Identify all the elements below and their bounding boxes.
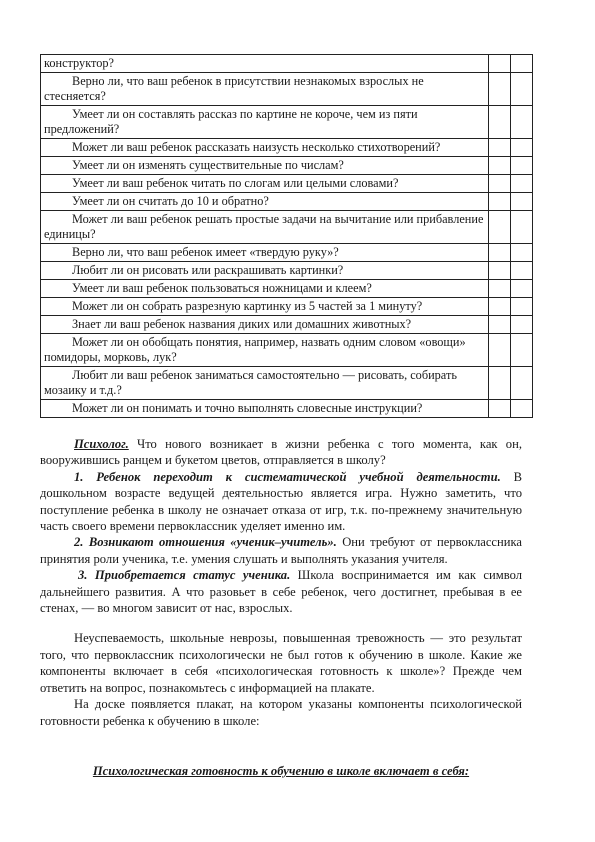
answer-cell[interactable] (511, 73, 533, 106)
question-text: Умеет ли ваш ребенок пользоваться ножницами и клеем? (41, 280, 489, 298)
question-text: Любит ли он рисовать или раскрашивать картинки? (41, 262, 489, 280)
question-text: Знает ли ваш ребенок названия диких или домашних животных? (41, 316, 489, 334)
question-row (41, 55, 533, 73)
paragraph-unreadiness: Неуспеваемость, школьные неврозы, повышенная тревожность — это результат того, что первоклассник психологически не был готов к обучению в школе. Какие же компоненты включает в себя «психологическая готовность к школе»? Прежде чем ответить на вопрос, познакомьтесь с информацией на плакате. (40, 631, 522, 695)
question-row (41, 157, 533, 175)
questionnaire-table (40, 54, 533, 418)
answer-cell[interactable] (511, 211, 533, 244)
answer-cell[interactable] (511, 106, 533, 139)
question-row (41, 211, 533, 244)
question-text: Может ли он обобщать понятия, например, назвать одним словом «овощи» помидоры, морковь, лук? (41, 334, 489, 367)
answer-cell[interactable] (511, 367, 533, 400)
answer-cell[interactable] (489, 334, 511, 367)
question-row (41, 139, 533, 157)
point-2-title: 2. Возникают отношения «ученик–учитель». (74, 535, 337, 550)
answer-cell[interactable] (489, 280, 511, 298)
question-text: конструктор? (41, 55, 489, 73)
answer-cell[interactable] (489, 400, 511, 418)
question-row (41, 175, 533, 193)
question-row (41, 367, 533, 400)
answer-cell[interactable] (511, 334, 533, 367)
answer-cell[interactable] (511, 280, 533, 298)
answer-cell[interactable] (489, 73, 511, 106)
question-text: Может ли он собрать разрезную картинку из 5 частей за 1 минуту? (41, 298, 489, 316)
point-3-paragraph (40, 567, 522, 616)
answer-cell[interactable] (489, 316, 511, 334)
question-text: Любит ли ваш ребенок заниматься самостоятельно — рисовать, собирать мозаику и т.д.? (41, 367, 489, 400)
section-heading: Психологическая готовность к обучению в школе включает в себя: (92, 764, 470, 778)
question-row (41, 298, 533, 316)
question-row (41, 280, 533, 298)
point-1-text: В дошкольном возрасте ведущей деятельностью является игра. Нужно заметить, что поступление ребенка в школу не означает отказа от игр, т.к. по-прежнему значительную часть своего времени первоклассник уделяет именно им. (40, 469, 522, 534)
answer-cell[interactable] (511, 139, 533, 157)
answer-cell[interactable] (511, 298, 533, 316)
answer-cell[interactable] (489, 139, 511, 157)
question-text: Верно ли, что ваш ребенок в присутствии незнакомых взрослых не стесняется? (41, 73, 489, 106)
question-row (41, 334, 533, 367)
question-row (41, 400, 533, 418)
answer-cell[interactable] (489, 367, 511, 400)
questionnaire-body (41, 55, 533, 418)
answer-cell[interactable] (489, 157, 511, 175)
question-row (41, 106, 533, 139)
answer-cell[interactable] (489, 106, 511, 139)
answer-cell[interactable] (511, 55, 533, 73)
question-text: Может ли ваш ребенок решать простые задачи на вычитание или прибавление единицы? (41, 211, 489, 244)
answer-cell[interactable] (489, 193, 511, 211)
question-text: Может ли ваш ребенок рассказать наизусть несколько стихотворений? (41, 139, 489, 157)
answer-cell[interactable] (489, 211, 511, 244)
answer-cell[interactable] (511, 157, 533, 175)
answer-cell[interactable] (489, 175, 511, 193)
answer-cell[interactable] (511, 316, 533, 334)
question-text: Умеет ли ваш ребенок читать по слогам или целыми словами? (41, 175, 489, 193)
answer-cell[interactable] (511, 244, 533, 262)
psychologist-text: Что нового возникает в жизни ребенка с того момента, как он, вооружившись ранцем и букетом цветов, отправляется в школу? (40, 437, 522, 468)
question-text: Умеет ли он изменять существительные по числам? (41, 157, 489, 175)
answer-cell[interactable] (511, 400, 533, 418)
answer-cell[interactable] (489, 262, 511, 280)
answer-cell[interactable] (489, 55, 511, 73)
point-3-title: 3. Приобретается статус ученика. (78, 568, 291, 583)
paragraph-poster: На доске появляется плакат, на котором указаны компоненты психологической готовности ребенка к обучению в школе: (40, 697, 522, 728)
point-1-paragraph (40, 469, 522, 535)
point-2-text: Они требуют от первоклассника принятия роли ученика, т.е. умения слушать и выполнять указания учителя. (40, 535, 522, 566)
question-text: Верно ли, что ваш ребенок имеет «твердую руку»? (41, 244, 489, 262)
answer-cell[interactable] (511, 175, 533, 193)
question-row (41, 262, 533, 280)
point-1-title: 1. Ребенок переходит к систематической учебной деятельности. (74, 469, 501, 484)
point-3-text: Школа воспринимается им как символ дальнейшего развития. А что разовьет в себе ребенок, чего достигнет, пребывая в ее стенах, — во многом зависит от нас, взрослых. (40, 568, 522, 616)
answer-cell[interactable] (489, 244, 511, 262)
psychologist-paragraph (40, 436, 522, 469)
answer-cell[interactable] (511, 262, 533, 280)
question-row (41, 316, 533, 334)
main-text (40, 436, 522, 729)
question-text: Умеет ли он считать до 10 и обратно? (41, 193, 489, 211)
question-text: Умеет ли он составлять рассказ по картине не короче, чем из пяти предложений? (41, 106, 489, 139)
answer-cell[interactable] (511, 193, 533, 211)
psychologist-label: Психолог. (74, 437, 129, 451)
point-2-paragraph (40, 534, 522, 567)
question-row (41, 193, 533, 211)
question-row (41, 73, 533, 106)
answer-cell[interactable] (489, 298, 511, 316)
question-row (41, 244, 533, 262)
question-text: Может ли он понимать и точно выполнять словесные инструкции? (41, 400, 489, 418)
